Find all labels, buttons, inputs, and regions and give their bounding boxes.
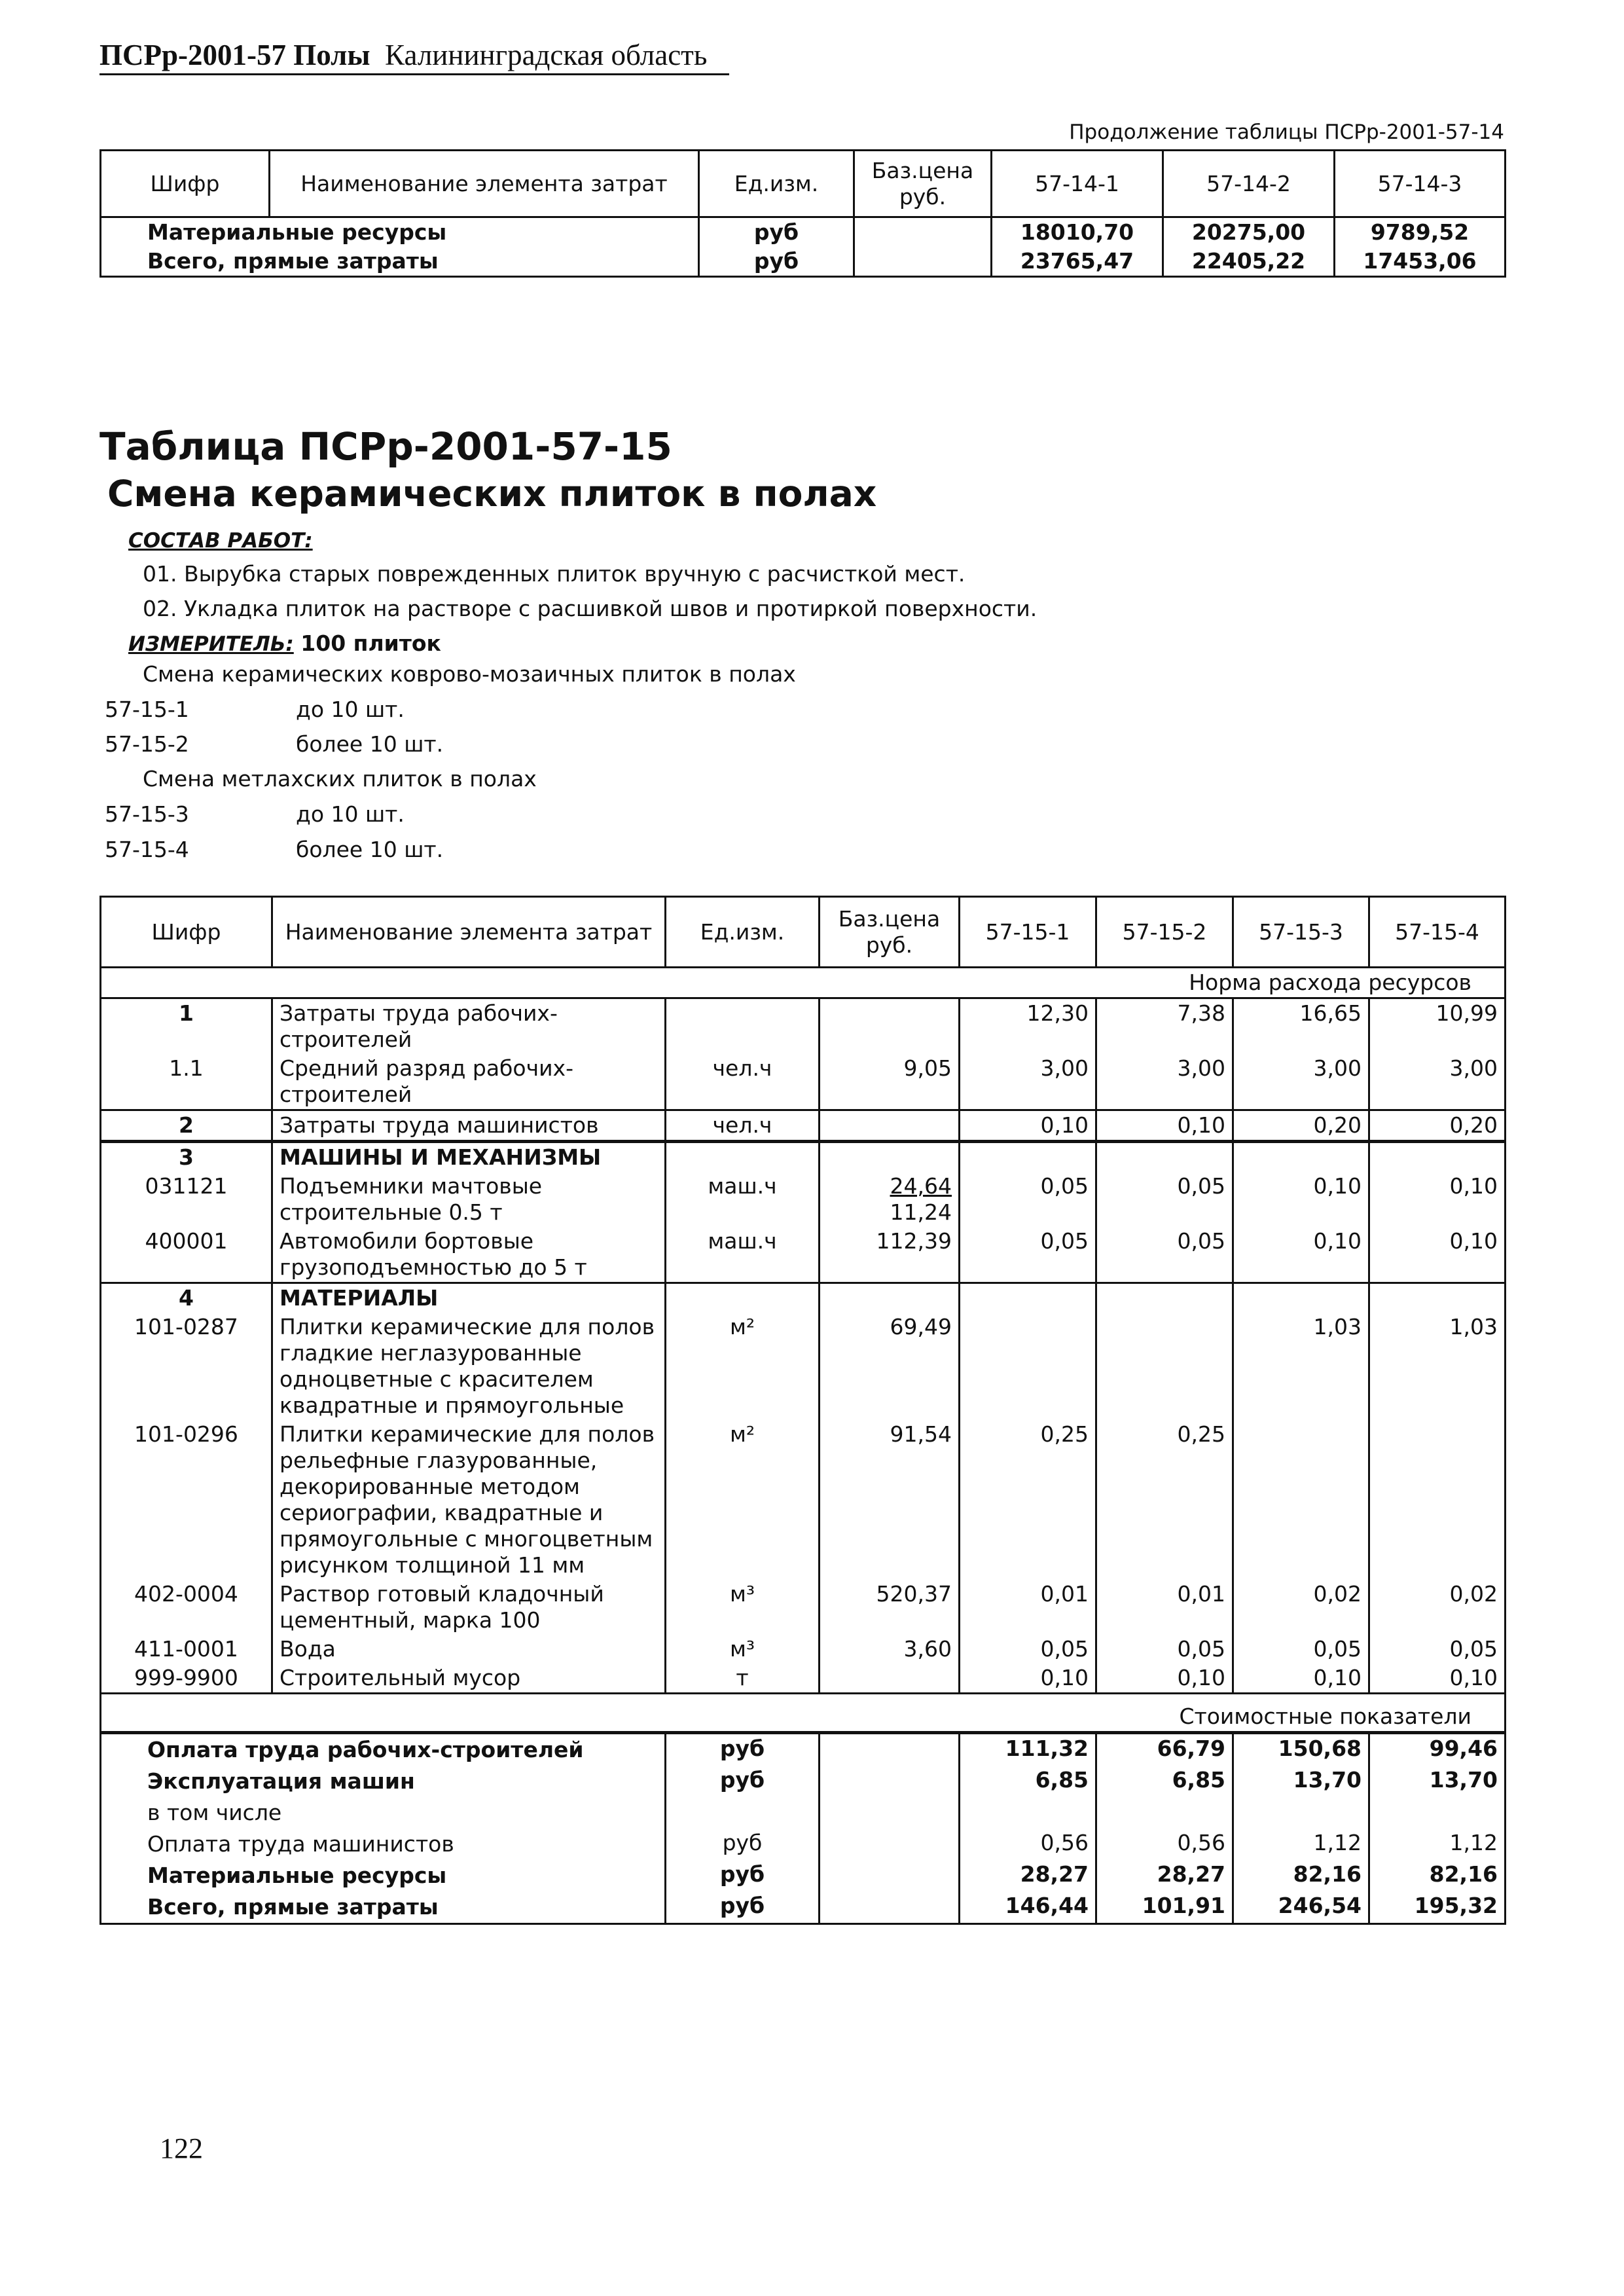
cost-value: 82,16 [1369,1860,1506,1891]
cost-value: 1,12 [1233,1829,1369,1860]
row-name: Автомобили бортовые грузоподъемностью до 5 т [272,1227,666,1283]
row-unit: маш.ч [666,1172,820,1227]
row-price: 520,37 [820,1580,960,1635]
table-row [101,1664,1506,1694]
row-value: 0,25 [1096,1420,1233,1580]
cost-row-name: Оплата труда рабочих-строителей [101,1733,666,1766]
row-value: 7,38 [1096,998,1233,1055]
t14-header-price: Баз.цена руб. [854,151,992,217]
row-name: Плитки керамические для полов гладкие неглазурованные одноцветные с красителем квадратные и прямоугольные [272,1313,666,1420]
cost-value: 111,32 [960,1733,1096,1766]
row-code: 3 [101,1142,272,1173]
cost-value: 13,70 [1369,1766,1506,1797]
t14-header-unit: Ед.изм. [699,151,854,217]
row-value: 0,20 [1369,1110,1506,1142]
t14-cell: 17453,06 [1335,247,1506,277]
row-price: 3,60 [820,1635,960,1664]
row-value: 0,05 [1096,1172,1233,1227]
row-name: МАШИНЫ И МЕХАНИЗМЫ [272,1142,666,1173]
t14-header-code: Шифр [101,151,270,217]
row-value: 0,02 [1369,1580,1506,1635]
row-price-primary: 24,64 [890,1173,952,1199]
row-value: 0,01 [960,1580,1096,1635]
cost-value: 0,56 [1096,1829,1233,1860]
t14-row-unit: руб [699,247,854,277]
table-row [101,1635,1506,1664]
group-item-code: 57-15-4 [105,837,189,862]
measure-value: 100 плиток [300,630,441,656]
cost-row-name: в том числе [101,1797,666,1829]
group-item-code: 57-15-3 [105,801,189,827]
row-code: 1.1 [101,1054,272,1110]
t15-header-price: Баз.цена руб. [820,897,960,968]
row-value: 0,10 [960,1664,1096,1694]
cost-value: 146,44 [960,1891,1096,1924]
table-row [101,1766,1506,1797]
row-unit: м² [666,1420,820,1580]
row-name: Затраты труда рабочих-строителей [272,998,666,1055]
row-value: 3,00 [960,1054,1096,1110]
t14-cell: 22405,22 [1163,247,1335,277]
row-price: 91,54 [820,1420,960,1580]
cost-value: 101,91 [1096,1891,1233,1924]
row-value: 0,10 [1369,1172,1506,1227]
header-region: Калининградская область [385,39,708,71]
row-value: 12,30 [960,998,1096,1055]
row-value: 0,05 [960,1635,1096,1664]
cost-value: 28,27 [1096,1860,1233,1891]
row-value: 0,10 [1233,1227,1369,1283]
cost-row-name: Материальные ресурсы [101,1860,666,1891]
t14-row-name: Всего, прямые затраты [101,247,699,277]
t14-header-col3: 57-14-3 [1335,151,1506,217]
row-value: 0,20 [1233,1110,1369,1142]
table-row [101,1142,1506,1173]
cost-value: 1,12 [1369,1829,1506,1860]
row-value: 0,10 [960,1110,1096,1142]
table-row [101,217,1506,247]
work-item: 02. Укладка плиток на растворе с расшивкой швов и протиркой поверхности. [143,596,1038,621]
header-underline [99,73,729,75]
table-row [101,998,1506,1055]
t14-header-col2: 57-14-2 [1163,151,1335,217]
row-value: 0,05 [1369,1635,1506,1664]
row-price [820,1172,960,1227]
measure-label: ИЗМЕРИТЕЛЬ: [128,632,294,656]
row-value: 16,65 [1233,998,1369,1055]
cost-row-name: Оплата труда машинистов [101,1829,666,1860]
row-value: 0,05 [1096,1227,1233,1283]
t15-header-unit: Ед.изм. [666,897,820,968]
cost-value: 28,27 [960,1860,1096,1891]
group-item-desc: более 10 шт. [296,731,444,757]
cost-row-unit: руб [666,1733,820,1766]
row-price [820,998,960,1055]
row-value: 10,99 [1369,998,1506,1055]
row-name: Раствор готовый кладочный цементный, марка 100 [272,1580,666,1635]
row-value: 0,10 [1233,1172,1369,1227]
row-price-secondary: 11,24 [890,1199,952,1225]
table-row [101,1420,1506,1580]
table-row [101,1797,1506,1829]
row-unit: м³ [666,1580,820,1635]
group-item-desc: до 10 шт. [296,801,405,827]
cost-value: 6,85 [960,1766,1096,1797]
row-price [820,1664,960,1694]
row-name: Вода [272,1635,666,1664]
table-row [101,1110,1506,1142]
row-value: 0,01 [1096,1580,1233,1635]
row-value: 0,10 [1369,1227,1506,1283]
t15-header-col2: 57-15-2 [1096,897,1233,968]
work-item: 01. Вырубка старых поврежденных плиток вручную с расчисткой мест. [143,561,965,587]
group-title: Смена керамических коврово-мозаичных плиток в полах [143,661,796,687]
row-code: 4 [101,1283,272,1313]
table-title: Таблица ПСРр-2001-57-15 [99,424,672,469]
row-unit: маш.ч [666,1227,820,1283]
row-price: 9,05 [820,1054,960,1110]
group-item-code: 57-15-1 [105,697,189,722]
row-price: 112,39 [820,1227,960,1283]
row-code: 411-0001 [101,1635,272,1664]
header-code: ПСРр-2001-57 Полы [99,39,370,71]
row-value [960,1313,1096,1420]
table-row [101,1829,1506,1860]
row-unit: чел.ч [666,1110,820,1142]
cost-row-name: Эксплуатация машин [101,1766,666,1797]
cost-row-unit: руб [666,1891,820,1924]
cost-value: 99,46 [1369,1733,1506,1766]
cost-value: 0,56 [960,1829,1096,1860]
row-value: 0,05 [960,1227,1096,1283]
table-row [101,1283,1506,1313]
t14-cell: 20275,00 [1163,217,1335,247]
row-value [1233,1420,1369,1580]
row-value: 0,02 [1233,1580,1369,1635]
norm-label: Норма расхода ресурсов [101,968,1506,998]
cost-value: 6,85 [1096,1766,1233,1797]
table-14 [99,149,1506,278]
row-value: 0,05 [1233,1635,1369,1664]
row-name: МАТЕРИАЛЫ [272,1283,666,1313]
row-name: Подъемники мачтовые строительные 0.5 т [272,1172,666,1227]
cost-row-unit: руб [666,1829,820,1860]
t14-row-name: Материальные ресурсы [101,217,699,247]
cost-value: 82,16 [1233,1860,1369,1891]
cost-value: 66,79 [1096,1733,1233,1766]
row-code: 400001 [101,1227,272,1283]
row-code: 2 [101,1110,272,1142]
row-value: 0,10 [1096,1110,1233,1142]
row-value: 0,10 [1096,1664,1233,1694]
row-code: 031121 [101,1172,272,1227]
sostav-label: СОСТАВ РАБОТ: [128,529,313,553]
row-code: 101-0287 [101,1313,272,1420]
measure-line [128,630,441,656]
group-item-desc: более 10 шт. [296,837,444,862]
t15-header-name: Наименование элемента затрат [272,897,666,968]
row-unit [666,998,820,1055]
table-row [101,1860,1506,1891]
page-number: 122 [160,2132,203,2164]
row-unit: м² [666,1313,820,1420]
row-price: 69,49 [820,1313,960,1420]
row-code: 1 [101,998,272,1055]
page-header [99,38,707,72]
continuation-label: Продолжение таблицы ПСРр-2001-57-14 [1069,120,1504,144]
table-subtitle: Смена керамических плиток в полах [107,473,877,515]
row-value: 0,10 [1233,1664,1369,1694]
row-value: 1,03 [1369,1313,1506,1420]
row-price [820,1110,960,1142]
row-name: Затраты труда машинистов [272,1110,666,1142]
t15-header-col1: 57-15-1 [960,897,1096,968]
t15-header-col3: 57-15-3 [1233,897,1369,968]
row-code: 101-0296 [101,1420,272,1580]
row-value: 1,03 [1233,1313,1369,1420]
table-row [101,1227,1506,1283]
row-unit: м³ [666,1635,820,1664]
row-unit: т [666,1664,820,1694]
cost-value: 246,54 [1233,1891,1369,1924]
table-row [101,1733,1506,1766]
row-value [1096,1313,1233,1420]
table-15 [99,896,1506,1925]
t14-header-name: Наименование элемента затрат [270,151,699,217]
table-row [101,1313,1506,1420]
table-row [101,1891,1506,1924]
row-value: 3,00 [1096,1054,1233,1110]
row-code: 999-9900 [101,1664,272,1694]
row-name: Плитки керамические для полов рельефные глазурованные, декорированные методом сериографии, квадратные и прямоугольные с многоцветным рисунком толщиной 11 мм [272,1420,666,1580]
table-row [101,1580,1506,1635]
cost-value: 195,32 [1369,1891,1506,1924]
row-value [1369,1420,1506,1580]
table-row [101,1172,1506,1227]
row-value: 3,00 [1369,1054,1506,1110]
t15-header-col4: 57-15-4 [1369,897,1506,968]
table-row [101,247,1506,277]
row-unit: чел.ч [666,1054,820,1110]
row-code: 402-0004 [101,1580,272,1635]
row-name: Средний разряд рабочих-строителей [272,1054,666,1110]
cost-row-unit: руб [666,1860,820,1891]
row-value: 0,10 [1369,1664,1506,1694]
group-item-desc: до 10 шт. [296,697,405,722]
t14-header-col1: 57-14-1 [992,151,1163,217]
t14-row-unit: руб [699,217,854,247]
cost-label: Стоимостные показатели [101,1694,1506,1733]
cost-row-unit: руб [666,1766,820,1797]
group-title: Смена метлахских плиток в полах [143,766,537,792]
group-item-code: 57-15-2 [105,731,189,757]
cost-value: 150,68 [1233,1733,1369,1766]
row-value: 3,00 [1233,1054,1369,1110]
row-value: 0,05 [1096,1635,1233,1664]
row-value: 0,05 [960,1172,1096,1227]
cost-value: 13,70 [1233,1766,1369,1797]
t14-cell: 9789,52 [1335,217,1506,247]
row-name: Строительный мусор [272,1664,666,1694]
t14-cell: 23765,47 [992,247,1163,277]
row-value: 0,25 [960,1420,1096,1580]
cost-row-name: Всего, прямые затраты [101,1891,666,1924]
t15-header-code: Шифр [101,897,272,968]
t14-cell: 18010,70 [992,217,1163,247]
table-row [101,1054,1506,1110]
